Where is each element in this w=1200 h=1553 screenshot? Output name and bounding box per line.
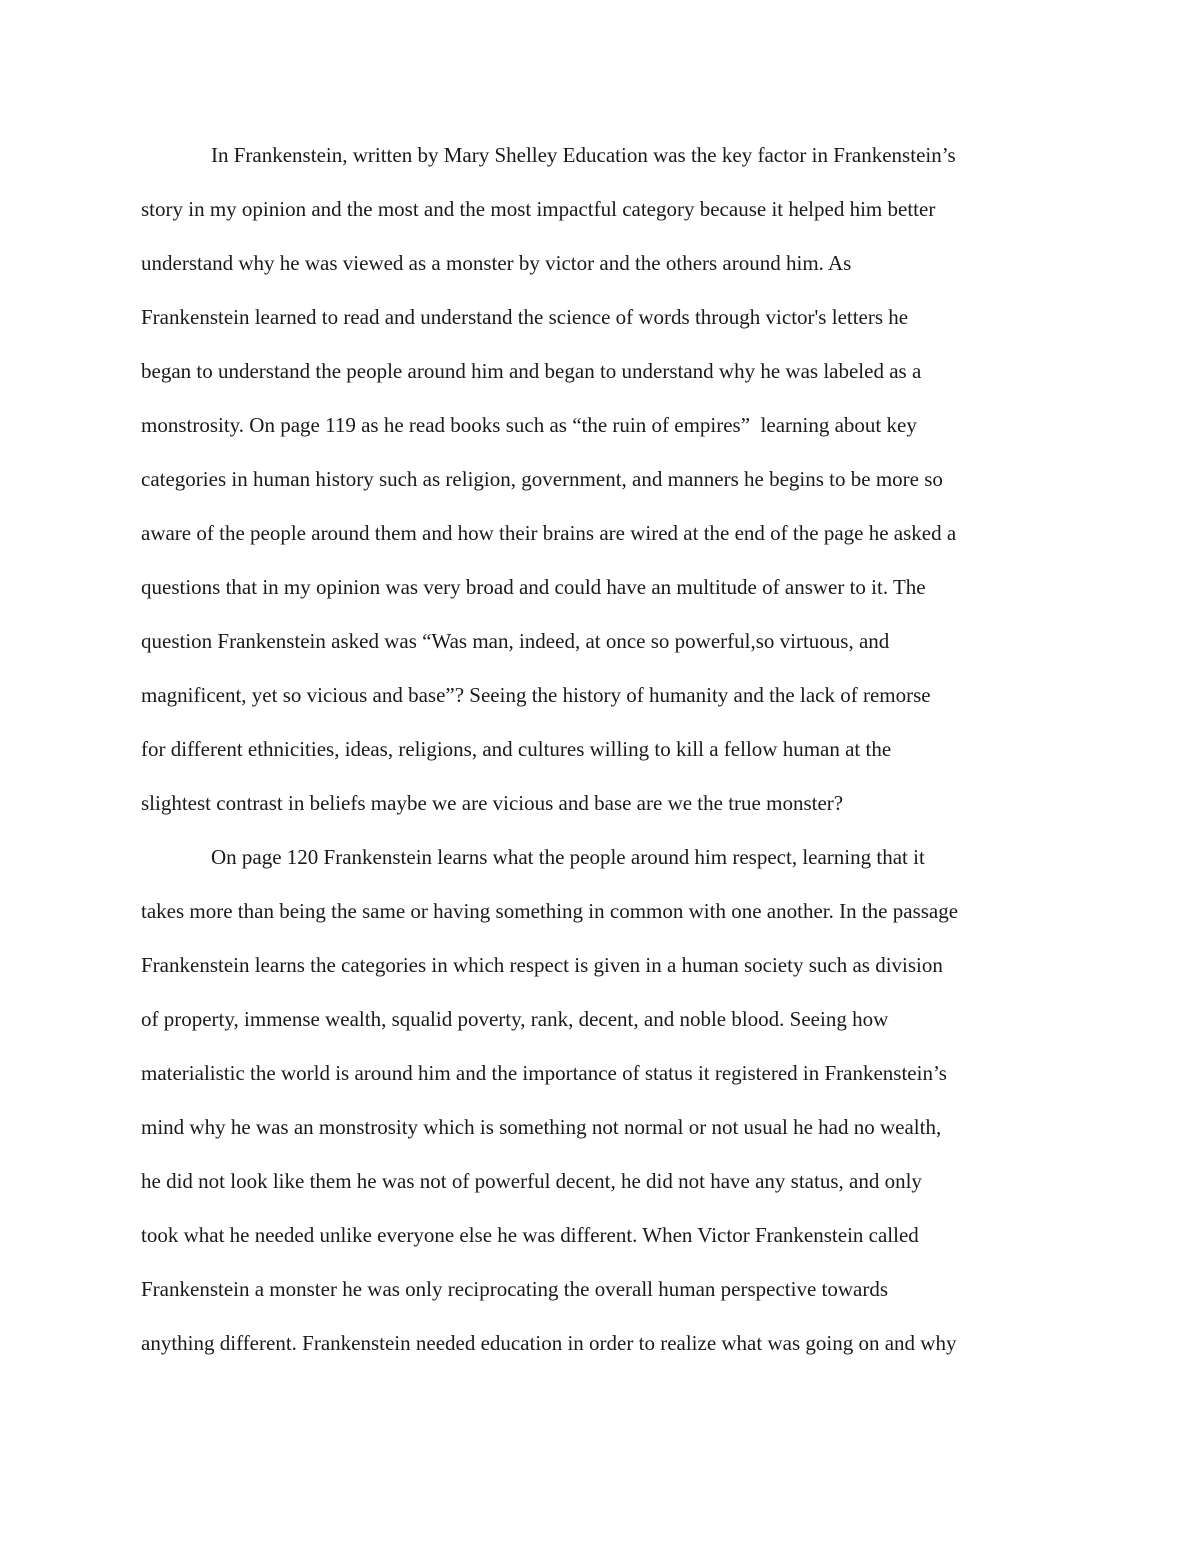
paragraph-1-line-11: magnificent, yet so vicious and base”? Seeing the history of humanity and the lack of remorse (141, 683, 931, 707)
paragraph-1-line-12: for different ethnicities, ideas, religions, and cultures willing to kill a fellow human at the (141, 737, 892, 761)
paragraph-2-line-9: Frankenstein a monster he was only reciprocating the overall human perspective towards (141, 1277, 889, 1301)
paragraph-1-line-10: question Frankenstein asked was “Was man, indeed, at once so powerful,so virtuous, and (141, 629, 890, 653)
paragraph-1-line-3: understand why he was viewed as a monster by victor and the others around him. As (141, 251, 852, 275)
paragraph-1-line-6: monstrosity. On page 119 as he read books such as “the ruin of empires” learning about key (141, 413, 917, 437)
paragraph-2-line-10: anything different. Frankenstein needed education in order to realize what was going on and why (141, 1331, 957, 1355)
paragraph-2-line-6: mind why he was an monstrosity which is something not normal or not usual he had no wealth, (141, 1115, 942, 1139)
paragraph-2-line-4: of property, immense wealth, squalid poverty, rank, decent, and noble blood. Seeing how (141, 1007, 889, 1031)
paragraph-1-line-1: In Frankenstein, written by Mary Shelley Education was the key factor in Frankenstein’s (211, 143, 956, 167)
paragraph-1-line-13: slightest contrast in beliefs maybe we are vicious and base are we the true monster? (141, 791, 844, 815)
paragraph-1-line-7: categories in human history such as religion, government, and manners he begins to be more so (141, 467, 943, 491)
paragraph-2-line-8: took what he needed unlike everyone else he was different. When Victor Frankenstein called (141, 1223, 919, 1247)
paragraph-2-line-7: he did not look like them he was not of powerful decent, he did not have any status, and only (141, 1169, 922, 1193)
paragraph-1-line-2: story in my opinion and the most and the most impactful category because it helped him better (141, 197, 936, 221)
paragraph-2-line-1: On page 120 Frankenstein learns what the people around him respect, learning that it (211, 845, 925, 869)
paragraph-2-line-2: takes more than being the same or having something in common with one another. In the passage (141, 899, 959, 923)
essay-body (141, 128, 1061, 1370)
paragraph-1-line-8: aware of the people around them and how their brains are wired at the end of the page he asked a (141, 521, 957, 545)
paragraph-1-line-5: began to understand the people around him and began to understand why he was labeled as a (141, 359, 922, 383)
paragraph-1-line-9: questions that in my opinion was very broad and could have an multitude of answer to it. The (141, 575, 926, 599)
paragraph-1-line-4: Frankenstein learned to read and understand the science of words through victor's letters he (141, 305, 909, 329)
paragraph-2-line-3: Frankenstein learns the categories in which respect is given in a human society such as division (141, 953, 943, 977)
paragraph-2-line-5: materialistic the world is around him and the importance of status it registered in Frankenstein’s (141, 1061, 947, 1085)
